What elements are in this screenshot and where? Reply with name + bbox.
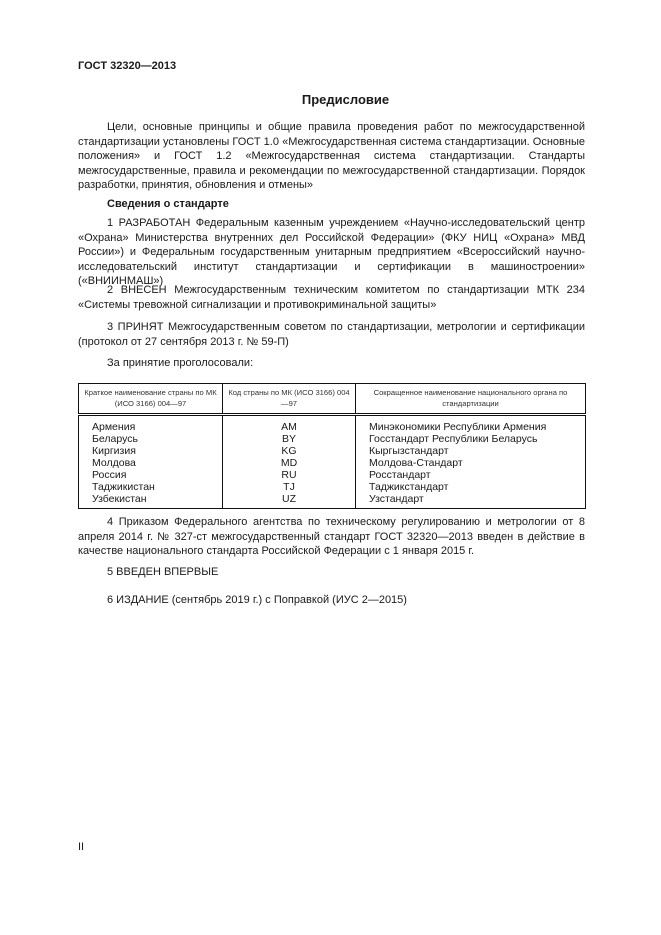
body-cell: Узстандарт (356, 493, 586, 509)
body-cell: Молдова-Стандарт (356, 457, 586, 469)
table-row (79, 415, 586, 434)
voting-table (78, 383, 586, 509)
page-number: II (78, 841, 85, 853)
item-1: 1 РАЗРАБОТАН Федеральным казенным учреждением «Научно-исследовательский центр «Охрана» Министерства внутренних дел Российской Федерации» (ФКУ НИЦ «Охрана» МВД России») и Федеральным государственным унитарным предприятием «Всероссийский научно-исследовательский институт стандартизации и сертификации в машиностроении» («ВНИИНМАШ») (78, 217, 585, 288)
code-cell: TJ (223, 481, 356, 493)
voted-label: За принятие проголосовали: (107, 357, 254, 369)
code-cell: AM (223, 415, 356, 434)
body-cell: Кыргызстандарт (356, 445, 586, 457)
body-cell: Таджикстандарт (356, 481, 586, 493)
col-header-country: Краткое наименование страны по МК (ИСО 3166) 004—97 (79, 384, 223, 415)
page-title: Предисловие (301, 92, 390, 107)
country-cell: Россия (79, 469, 223, 481)
item-4: 4 Приказом Федерального агентства по техническому регулированию и метрологии от 8 апреля 2014 г. № 327-ст межгосударственный стандарт ГОСТ 32320—2013 введен в действие в качестве национального стандарта Российской Федерации с 1 января 2015 г. (78, 516, 585, 558)
item-2: 2 ВНЕСЕН Межгосударственным техническим комитетом по стандартизации МТК 234 «Системы тревожной сигнализации и противокриминальной защиты» (78, 284, 585, 311)
country-cell: Таджикистан (79, 481, 223, 493)
country-cell: Узбекистан (79, 493, 223, 509)
col-header-body: Сокращенное наименование национального органа по стандартизации (356, 384, 586, 415)
body-cell: Росстандарт (356, 469, 586, 481)
body-cell: Минэкономики Республики Армения (356, 415, 586, 434)
table-row (79, 445, 586, 457)
country-cell: Киргизия (79, 445, 223, 457)
country-cell: Беларусь (79, 433, 223, 445)
document-number: ГОСТ 32320—2013 (78, 60, 177, 72)
code-cell: UZ (223, 493, 356, 509)
code-cell: RU (223, 469, 356, 481)
intro-paragraph: Цели, основные принципы и общие правила проведения работ по межгосударственной стандартизации установлены ГОСТ 1.0 «Межгосударственная система стандартизации. Основные положения» и ГОСТ 1.2 «Межгосударственная система стандартизации. Стандарты межгосударственные, правила и рекомендации по межгосударственной стандартизации. Порядок разработки, принятия, обновления и отмены» (78, 121, 585, 192)
country-cell: Армения (79, 415, 223, 434)
code-cell: KG (223, 445, 356, 457)
code-cell: BY (223, 433, 356, 445)
table-row (79, 481, 586, 493)
country-cell: Молдова (79, 457, 223, 469)
item-3: 3 ПРИНЯТ Межгосударственным советом по стандартизации, метрологии и сертификации (протокол от 27 сентября 2013 г. № 59-П) (78, 321, 585, 348)
table-row (79, 433, 586, 445)
item-6: 6 ИЗДАНИЕ (сентябрь 2019 г.) с Поправкой (ИУС 2—2015) (107, 594, 407, 606)
table-row (79, 457, 586, 469)
code-cell: MD (223, 457, 356, 469)
body-cell: Госстандарт Республики Беларусь (356, 433, 586, 445)
table-row (79, 469, 586, 481)
col-header-code: Код страны по МК (ИСО 3166) 004—97 (223, 384, 356, 415)
item-5: 5 ВВЕДЕН ВПЕРВЫЕ (107, 566, 219, 578)
table-row (79, 493, 586, 509)
section-title: Сведения о стандарте (107, 198, 229, 210)
